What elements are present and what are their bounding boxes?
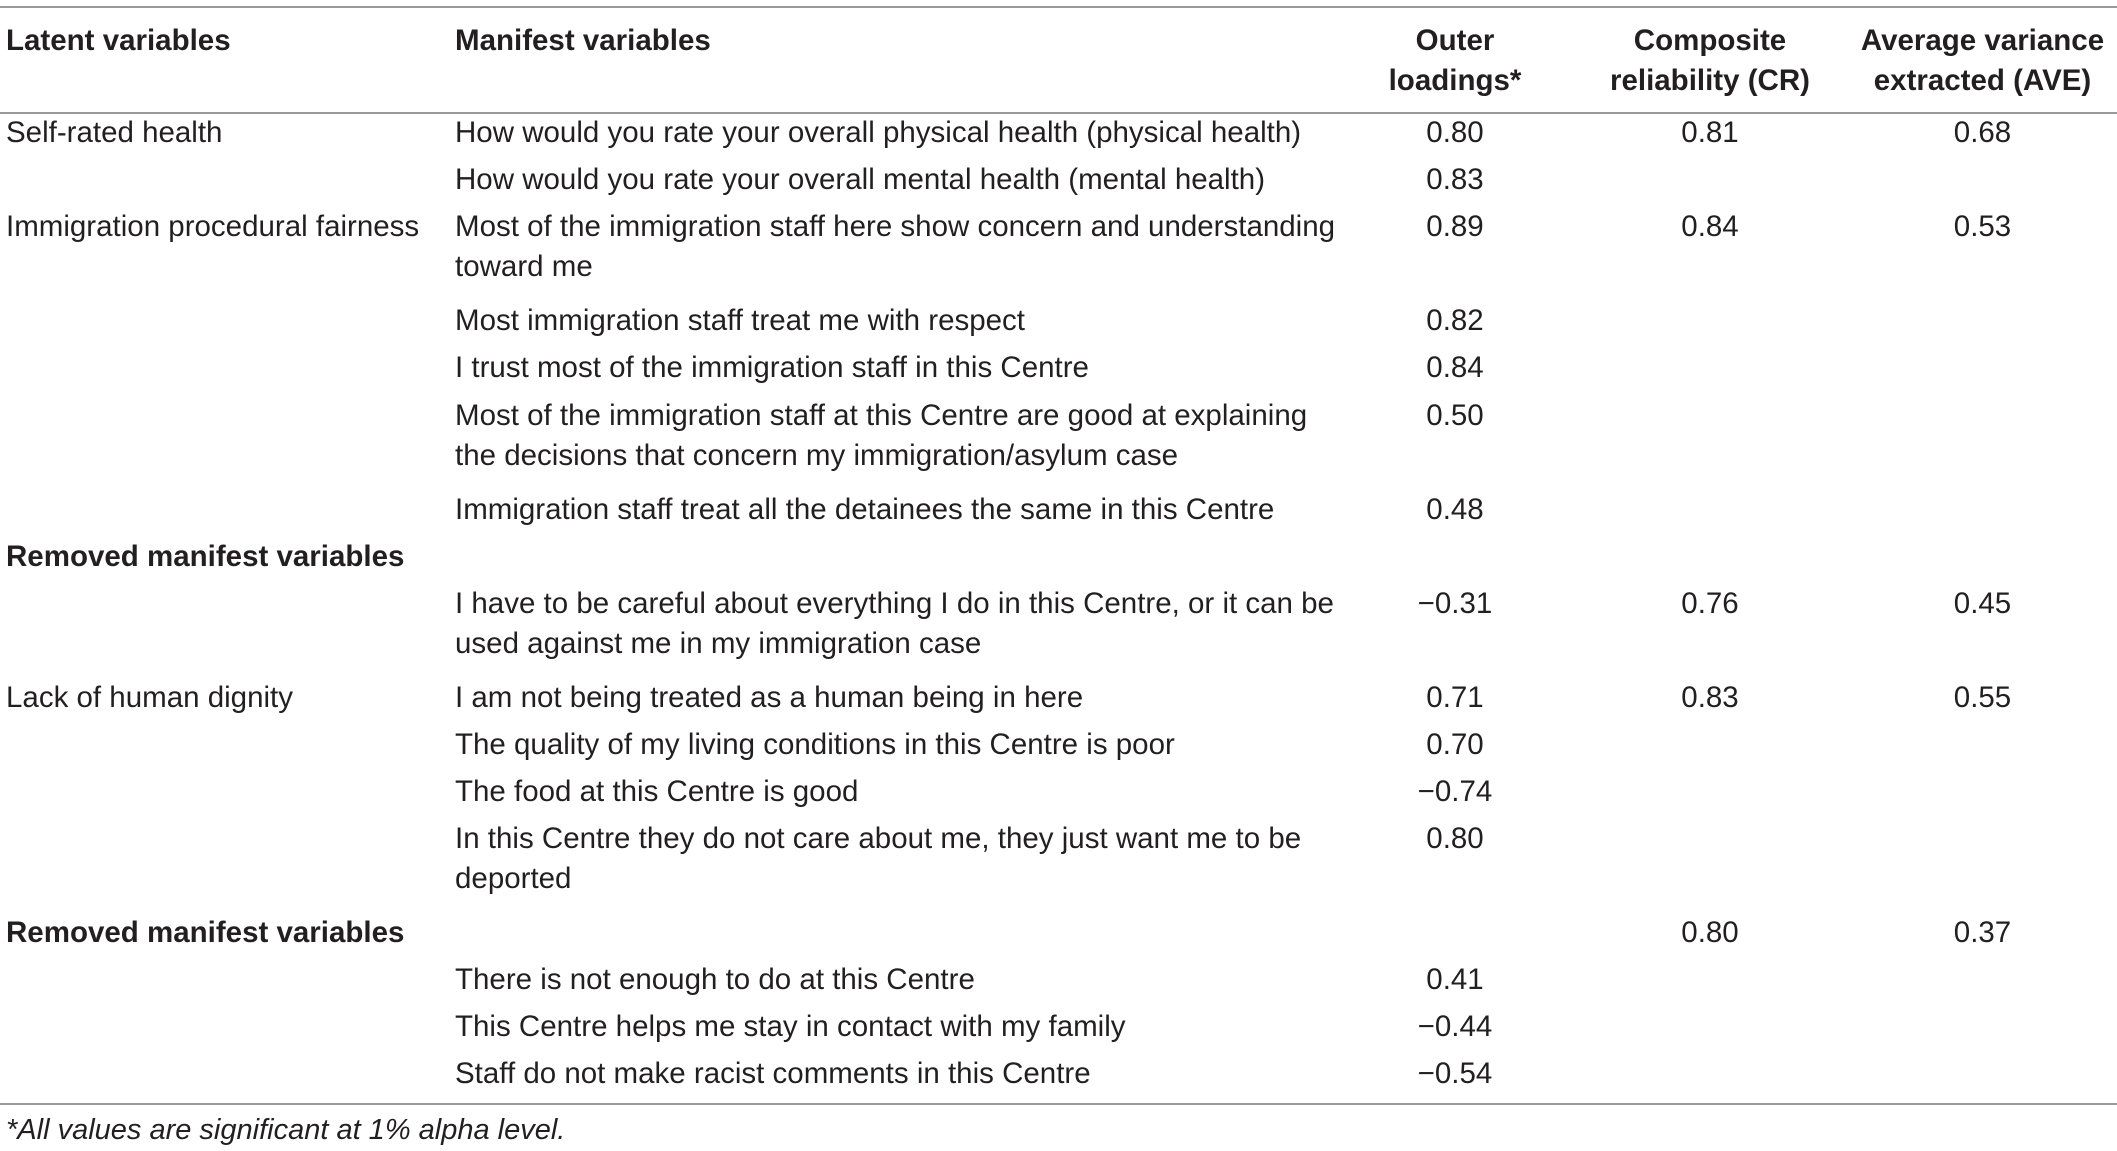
average-variance-extracted: 0.55: [1953, 681, 2012, 714]
composite-reliability: 0.84: [1681, 210, 1739, 243]
header-outer-loadings: [1380, 21, 1530, 101]
header-outer-line-2: loadings*: [1388, 64, 1522, 97]
manifest-variable: Most immigration staff treat me with respect: [455, 304, 1025, 337]
manifest-variable: In this Centre they do not care about me, they just want me to be: [455, 822, 1302, 855]
outer-loading: 0.82: [1426, 304, 1484, 337]
manifest-variable: Immigration staff treat all the detainees the same in this Centre: [455, 493, 1275, 526]
header-ave: [1850, 21, 2115, 101]
outer-loading: −0.74: [1417, 775, 1493, 808]
latent-variable: Immigration procedural fairness: [6, 210, 420, 243]
bottom-rule: [0, 1103, 2117, 1105]
outer-loading: 0.50: [1426, 399, 1484, 432]
outer-loading: −0.54: [1417, 1057, 1493, 1090]
top-rule: [0, 6, 2117, 8]
header-manifest: Manifest variables: [455, 24, 711, 57]
section-heading: Removed manifest variables: [6, 540, 405, 573]
outer-loading: −0.44: [1417, 1010, 1493, 1043]
composite-reliability: 0.76: [1681, 587, 1739, 620]
manifest-variable: I am not being treated as a human being in here: [455, 681, 1084, 714]
outer-loading: 0.80: [1426, 822, 1484, 855]
outer-loading: 0.41: [1426, 963, 1484, 996]
manifest-variable: used against me in my immigration case: [455, 627, 982, 660]
composite-reliability: 0.80: [1681, 916, 1739, 949]
manifest-variable: deported: [455, 862, 572, 895]
header-ave-line-1: Average variance: [1860, 24, 2105, 57]
footnote: *All values are significant at 1% alpha level.: [6, 1114, 566, 1146]
manifest-variable: the decisions that concern my immigration/asylum case: [455, 439, 1179, 472]
average-variance-extracted: 0.45: [1953, 587, 2012, 620]
manifest-variable: The quality of my living conditions in this Centre is poor: [455, 728, 1175, 761]
average-variance-extracted: 0.53: [1953, 210, 2012, 243]
manifest-variable: There is not enough to do at this Centre: [455, 963, 975, 996]
average-variance-extracted: 0.37: [1953, 916, 2012, 949]
header-outer-line-1: Outer: [1415, 24, 1495, 57]
manifest-variable: How would you rate your overall mental health (mental health): [455, 163, 1266, 196]
latent-variable: Lack of human dignity: [6, 681, 293, 714]
outer-loading: 0.48: [1426, 493, 1484, 526]
manifest-variable: Staff do not make racist comments in this Centre: [455, 1057, 1091, 1090]
outer-loading: −0.31: [1417, 587, 1493, 620]
manifest-variable: Most of the immigration staff here show concern and understanding: [455, 210, 1336, 243]
header-latent: Latent variables: [6, 24, 231, 57]
header-composite-reliability: [1580, 21, 1840, 101]
average-variance-extracted: 0.68: [1953, 116, 2012, 149]
outer-loading: 0.70: [1426, 728, 1484, 761]
composite-reliability: 0.81: [1681, 116, 1739, 149]
composite-reliability: 0.83: [1681, 681, 1739, 714]
manifest-variable: The food at this Centre is good: [455, 775, 859, 808]
manifest-variable: This Centre helps me stay in contact with my family: [455, 1010, 1126, 1043]
header-cr-line-1: Composite: [1633, 24, 1787, 57]
outer-loading: 0.83: [1426, 163, 1484, 196]
outer-loading: 0.84: [1426, 351, 1484, 384]
section-heading: Removed manifest variables: [6, 916, 405, 949]
outer-loading: 0.89: [1426, 210, 1484, 243]
outer-loading: 0.80: [1426, 116, 1484, 149]
manifest-variable: Most of the immigration staff at this Centre are good at explaining: [455, 399, 1308, 432]
manifest-variable: I have to be careful about everything I do in this Centre, or it can be: [455, 587, 1334, 620]
manifest-variable: I trust most of the immigration staff in this Centre: [455, 351, 1089, 384]
latent-variable: Self-rated health: [6, 116, 223, 149]
outer-loading: 0.71: [1426, 681, 1484, 714]
header-cr-line-2: reliability (CR): [1610, 64, 1810, 97]
manifest-variable: toward me: [455, 250, 593, 283]
manifest-variable: How would you rate your overall physical health (physical health): [455, 116, 1302, 149]
header-ave-line-2: extracted (AVE): [1873, 64, 2092, 97]
